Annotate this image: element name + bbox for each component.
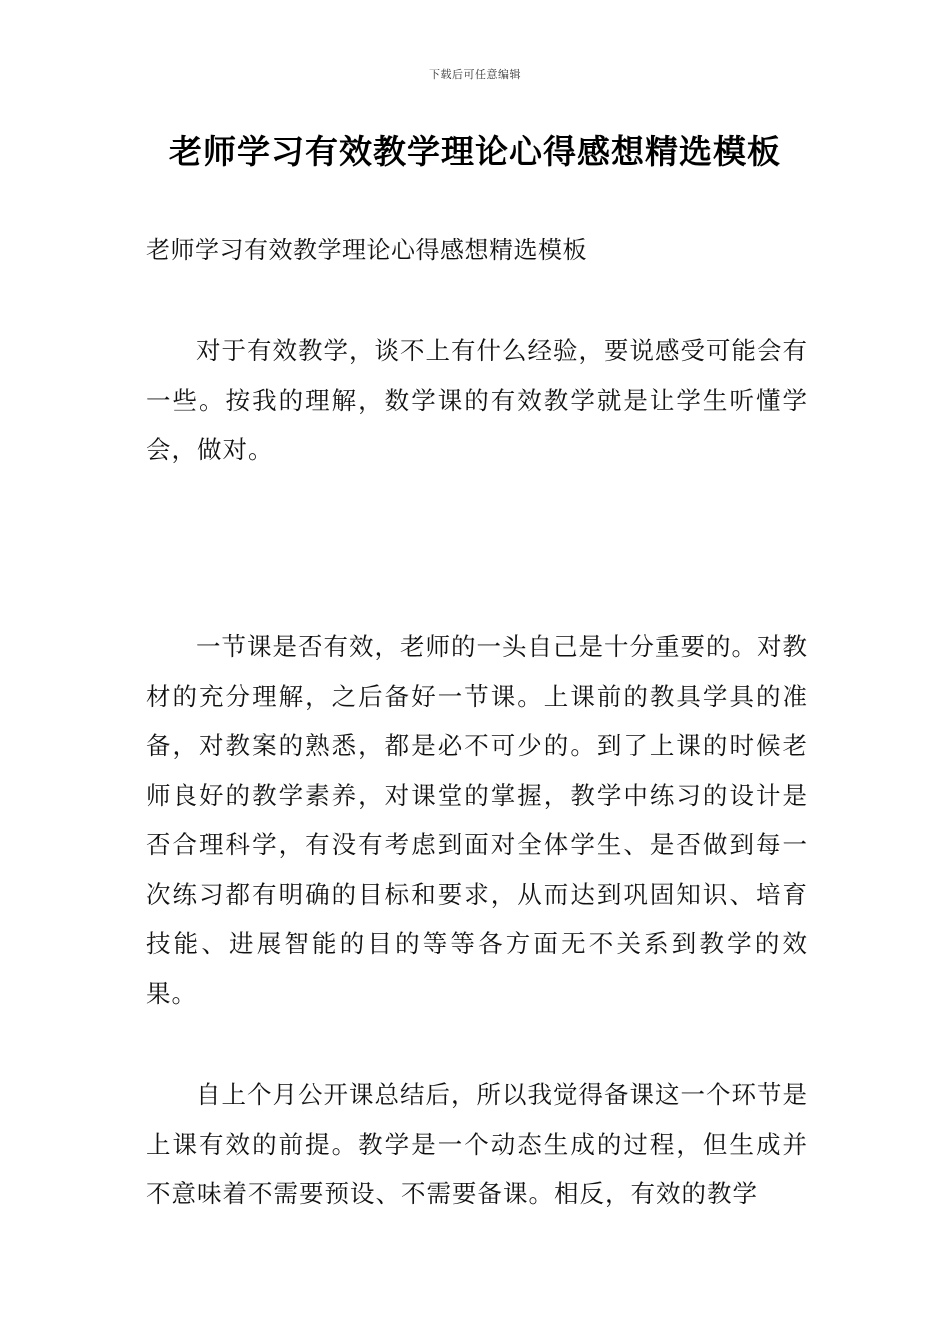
- document-title: 老师学习有效教学理论心得感想精选模板: [169, 132, 781, 171]
- document-subtitle: 老师学习有效教学理论心得感想精选模板: [146, 236, 587, 264]
- paragraph-3: 自上个月公开课总结后，所以我觉得备课这一个环节是上课有效的前提。教学是一个动态生成的过程，但生成并不意味着不需要预设、不需要备课。相反，有效的教学: [146, 1080, 808, 1208]
- paragraph-2: 一节课是否有效，老师的一头自己是十分重要的。对教材的充分理解，之后备好一节课。上课前的教具学具的准备，对教案的熟悉，都是必不可少的。到了上课的时候老师良好的教学素养，对课堂的掌握，教学中练习的设计是否合理科学，有没有考虑到面对全体学生、是否做到每一次练习都有明确的目标和要求，从而达到巩固知识、培育技能、进展智能的目的等等各方面无不关系到教学的效果。: [146, 632, 808, 1008]
- header-note: 下载后可任意编辑: [429, 68, 521, 81]
- paragraph-1: 对于有效教学，谈不上有什么经验，要说感受可能会有一些。按我的理解，数学课的有效教学就是让学生听懂学会，做对。: [146, 336, 808, 464]
